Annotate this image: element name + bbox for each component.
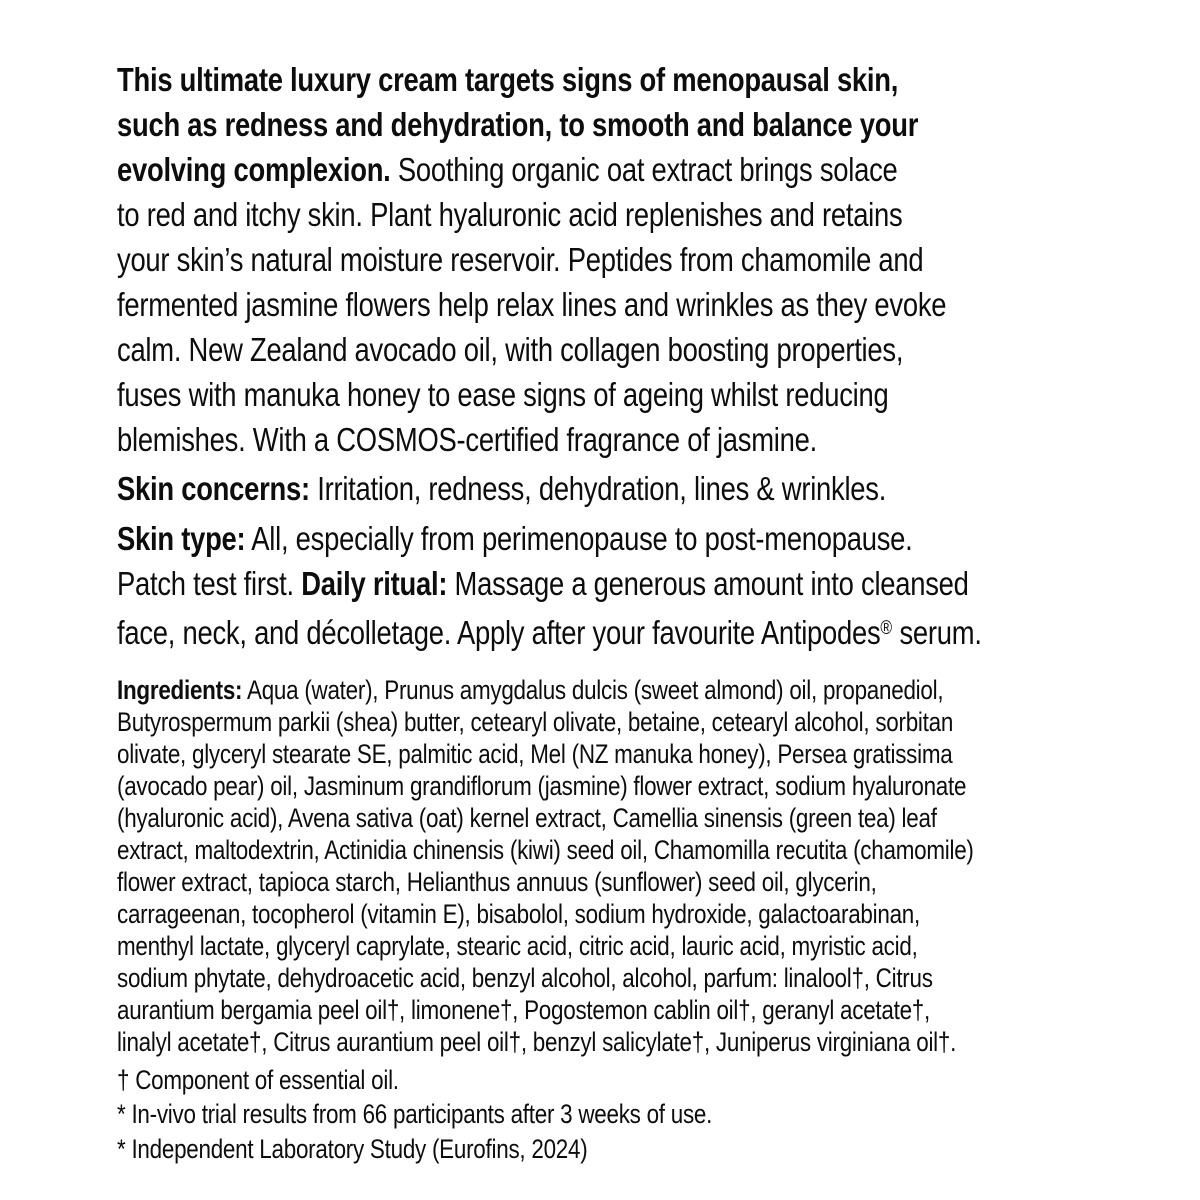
text-line — [117, 1132, 982, 1167]
text-line — [117, 802, 982, 834]
text-line — [117, 1063, 982, 1098]
text-run: menthyl lactate, glyceryl caprylate, stearic acid, citric acid, lauric acid, myristic acid, — [117, 930, 918, 961]
bold-text-run: Skin type: — [117, 520, 246, 557]
text-run: fermented jasmine flowers help relax lines and wrinkles as they evoke — [117, 286, 947, 323]
text-run: * Independent Laboratory Study (Eurofins, 2024) — [117, 1133, 588, 1164]
label-text-content — [117, 57, 982, 1166]
text-run: Patch test first. — [117, 565, 302, 602]
text-line — [117, 516, 982, 561]
bold-text-run: Skin concerns: — [117, 470, 310, 507]
text-line — [117, 930, 982, 962]
text-run: serum. — [892, 613, 982, 651]
text-run: Massage a generous amount into cleansed — [447, 565, 969, 602]
text-line — [117, 561, 982, 606]
text-line — [117, 327, 982, 372]
text-run: your skin’s natural moisture reservoir. Peptides from chamomile and — [117, 241, 924, 278]
text-run: Irritation, redness, dehydration, lines & wrinkles. — [309, 470, 887, 507]
text-run: All, especially from perimenopause to post-menopause. — [245, 520, 913, 557]
text-line — [117, 898, 982, 930]
text-run: flower extract, tapioca starch, Helianthus annuus (sunflower) seed oil, glycerin, — [117, 866, 877, 897]
ingredients-paragraph — [117, 674, 982, 1058]
bold-text-run: evolving complexion. — [117, 151, 391, 188]
text-line — [117, 57, 982, 102]
text-line — [117, 866, 982, 898]
text-run: extract, maltodextrin, Actinidia chinensis (kiwi) seed oil, Chamomilla recutita (chamomile) — [117, 834, 974, 865]
text-run: olivate, glyceryl stearate SE, palmitic acid, Mel (NZ manuka honey), Persea gratissima — [117, 738, 953, 769]
bold-text-run: Ingredients: — [117, 674, 243, 705]
text-run: Butyrospermum parkii (shea) butter, cetearyl olivate, betaine, cetearyl alcohol, sorbitan — [117, 706, 954, 737]
text-line — [117, 237, 982, 282]
text-line — [117, 282, 982, 327]
footnotes-block — [117, 1063, 982, 1167]
text-run: † Component of essential oil. — [117, 1064, 399, 1095]
text-run: (hyaluronic acid), Avena sativa (oat) kernel extract, Camellia sinensis (green tea) leaf — [117, 802, 937, 833]
text-run: Soothing organic oat extract brings solace — [390, 151, 898, 188]
text-line — [117, 147, 982, 192]
text-line — [117, 738, 982, 770]
text-run: face, neck, and décolletage. Apply after your favourite Antipodes — [117, 613, 881, 651]
text-run: sodium phytate, dehydroacetic acid, benzyl alcohol, alcohol, parfum: linalool†, Citrus — [117, 962, 933, 993]
registered-trademark-symbol: ® — [880, 618, 893, 639]
text-line — [117, 372, 982, 417]
text-line — [117, 1026, 982, 1058]
text-line — [117, 770, 982, 802]
text-line — [117, 674, 982, 706]
text-line — [117, 706, 982, 738]
bold-text-run: Daily ritual: — [301, 565, 448, 602]
text-run: fuses with manuka honey to ease signs of ageing whilst reducing — [117, 376, 889, 413]
text-run: blemishes. With a COSMOS-certified fragrance of jasmine. — [117, 421, 817, 458]
skin-concerns-paragraph — [117, 466, 982, 511]
text-line — [117, 192, 982, 237]
bold-text-run: This ultimate luxury cream targets signs of menopausal skin, — [117, 61, 899, 98]
text-run: linalyl acetate†, Citrus aurantium peel oil†, benzyl salicylate†, Juniperus virginiana oil†. — [117, 1026, 957, 1057]
text-line — [117, 1097, 982, 1132]
text-run: calm. New Zealand avocado oil, with collagen boosting properties, — [117, 331, 904, 368]
text-line — [117, 962, 982, 994]
text-run: to red and itchy skin. Plant hyaluronic acid replenishes and retains — [117, 196, 903, 233]
text-run: Aqua (water), Prunus amygdalus dulcis (sweet almond) oil, propanediol, — [242, 674, 944, 705]
bold-text-run: such as redness and dehydration, to smooth and balance your — [117, 106, 919, 143]
text-line — [117, 102, 982, 147]
text-line — [117, 834, 982, 866]
text-line — [117, 606, 982, 655]
text-run: aurantium bergamia peel oil†, limonene†, Pogostemon cablin oil†, geranyl acetate†, — [117, 994, 931, 1025]
description-paragraph — [117, 57, 982, 462]
text-run: carrageenan, tocopherol (vitamin E), bisabolol, sodium hydroxide, galactoarabinan, — [117, 898, 920, 929]
text-run: (avocado pear) oil, Jasminum grandiflorum (jasmine) flower extract, sodium hyaluronate — [117, 770, 967, 801]
text-line — [117, 994, 982, 1026]
text-run: * In-vivo trial results from 66 participants after 3 weeks of use. — [117, 1099, 713, 1130]
skin-type-and-daily-ritual-paragraph — [117, 516, 982, 655]
text-line — [117, 466, 982, 511]
text-line — [117, 417, 982, 462]
